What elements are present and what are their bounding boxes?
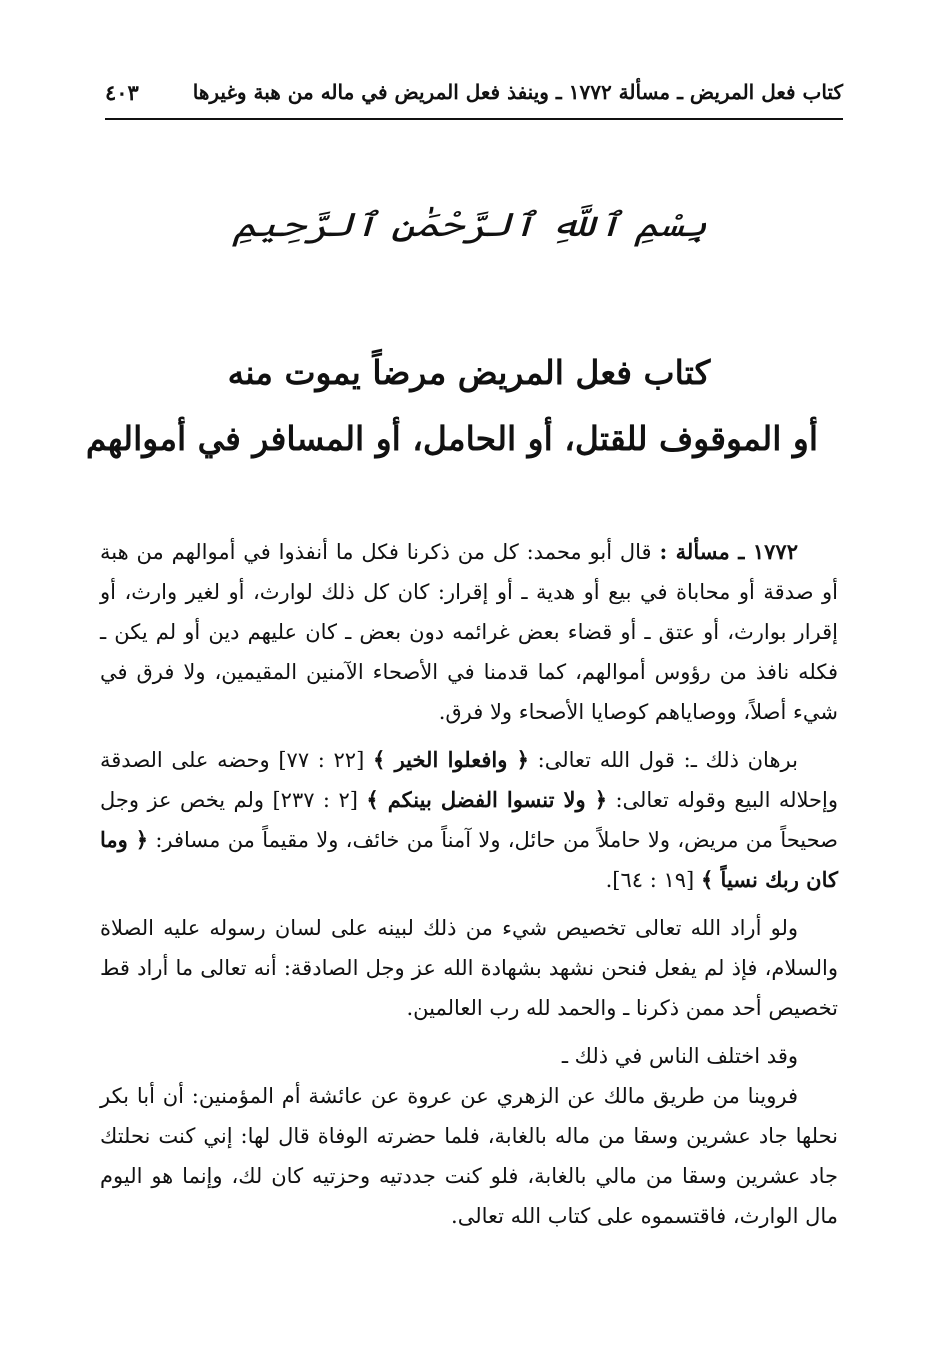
body-text <box>100 532 838 1244</box>
quran-quote-3: ﴿ وما كان ربك نسياً ﴾ <box>100 827 838 892</box>
running-header <box>105 72 843 112</box>
quran-quote-1: ﴿ وافعلوا الخير ﴾ <box>372 747 529 772</box>
page-number: ٤٠٣ <box>105 79 139 105</box>
burhan-text-2: [٢٢ : ٧٧] وحضه على الصدقة وإحلاله البيع وقوله تعالى: <box>100 748 838 812</box>
running-header-title: كتاب فعل المريض ـ مسألة ١٧٧٢ ـ وينفذ فعل المريض في ماله من هبة وغيرها <box>192 80 843 104</box>
paragraph-riwaya: فروينا من طريق مالك عن الزهري عن عروة عن عائشة أم المؤمنين: أن أبا بكر نحلها جاد عشرين وسقا من ماله بالغابة، فلما حضرته الوفاة قال لها: إني كنت نحلتك جاد عشرين وسقا من مالي بالغابة، فلو كنت جددتيه وحزتيه كان لك، وإنما هو اليوم مال الوارث، فاقتسموه على كتاب الله تعالى. <box>100 1084 838 1228</box>
masala-label: ١٧٧٢ ـ مسألة : <box>659 539 798 564</box>
quran-quote-2: ﴿ ولا تنسوا الفضل بينكم ﴾ <box>366 787 608 812</box>
book-title-line-1: كتاب فعل المريض مرضاً يموت منه <box>227 353 711 392</box>
masala-text: قال أبو محمد: كل من ذكرنا فكل ما أنفذوا في أموالهم من هبة أو صدقة أو محاباة في بيع أو هدية ـ أو إقرار: كان كل ذلك لوارث، أو لغير وارث، أو إقرار بوارث، أو عتق ـ أو قضاء بعض غرائمه دون بعض ـ كان عليهم دين أو لم يكن ـ فكله نافذ من رؤوس أموالهم، كما قدمنا في الأصحاء الآمنين المقيمين، ولا فرق في شيء أصلاً، ووصاياهم كوصايا الأصحاء ولا فرق. <box>100 540 838 724</box>
paragraph-ikhtilaf: وقد اختلف الناس في ذلك ـ <box>561 1044 798 1068</box>
paragraph-burhan <box>100 740 838 900</box>
book-title-line-2: أو الموقوف للقتل، أو الحامل، أو المسافر في أموالهم <box>85 419 818 458</box>
burhan-text-4: [١٩ : ٦٤]. <box>605 868 695 892</box>
paragraph-masala <box>100 532 838 732</box>
header-rule <box>105 118 843 120</box>
paragraph-takhsis: ولو أراد الله تعالى تخصيص شيء من ذلك لبينه على لسان رسوله عليه الصلاة والسلام، فإذ لم يفعل فنحن نشهد بشهادة الله عز وجل الصادقة: أنه تعالى ما أراد قط تخصيص أحد ممن ذكرنا ـ والحمد لله رب العالمين. <box>100 916 838 1020</box>
book-title <box>85 340 818 472</box>
burhan-text-1: برهان ذلك ـ: قول الله تعالى: <box>537 748 798 772</box>
basmala-calligraphy: بِسْمِ ٱللَّهِ ٱلرَّحْمَٰنِ ٱلرَّحِيمِ <box>232 205 708 244</box>
burhan-text-3: [٢ : ٢٣٧] ولم يخص عز وجل صحيحاً من مريض، ولا حاملاً من حائل، ولا آمناً من خائف، ولا مقيماً من مسافر: <box>100 788 839 852</box>
